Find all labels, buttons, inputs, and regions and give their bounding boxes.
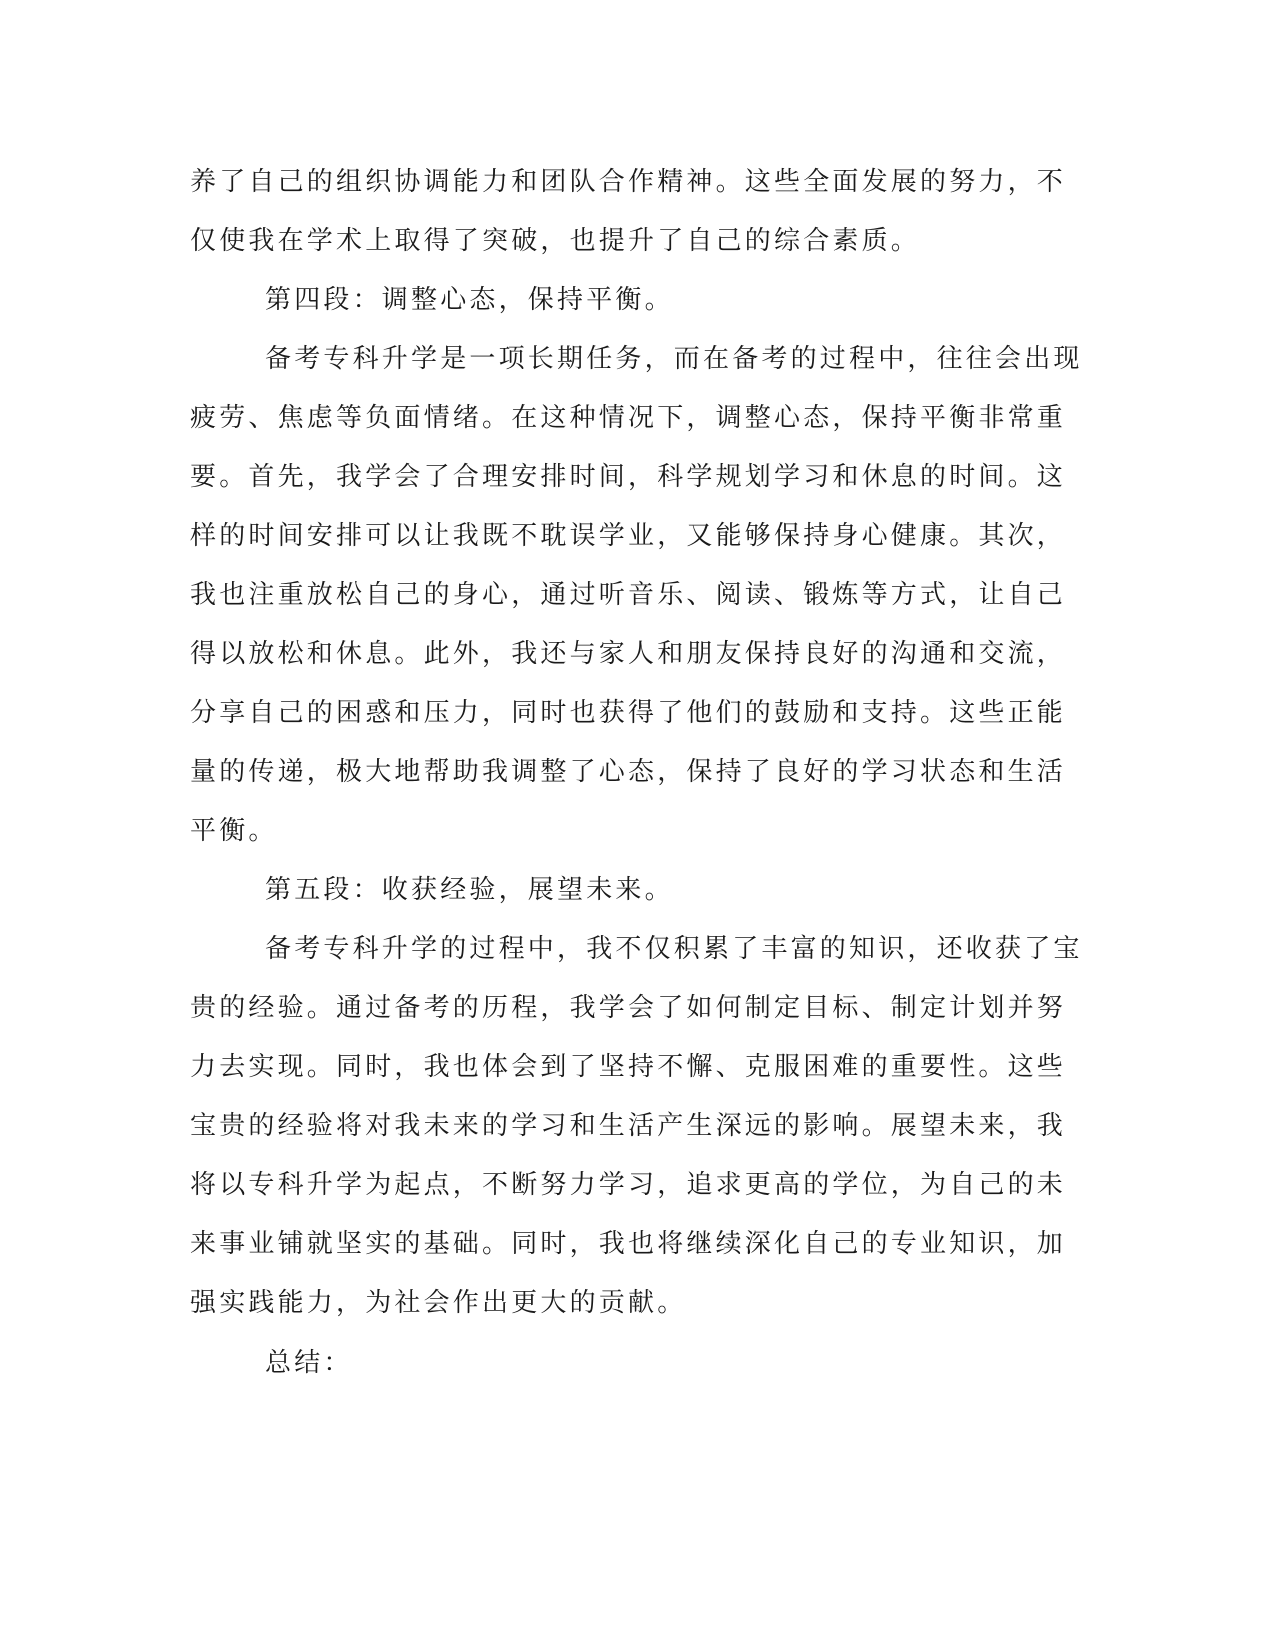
section-heading-5: 第五段：收获经验，展望未来。 [265, 875, 674, 905]
text-line: 养了自己的组织协调能力和团队合作精神。这些全面发展的努力，不 [190, 167, 1067, 197]
text-line: 得以放松和休息。此外，我还与家人和朋友保持良好的沟通和交流， [190, 639, 1067, 669]
text-line: 仅使我在学术上取得了突破，也提升了自己的综合素质。 [190, 226, 921, 256]
text-line: 强实践能力，为社会作出更大的贡献。 [190, 1288, 687, 1318]
text-line: 量的传递，极大地帮助我调整了心态，保持了良好的学习状态和生活 [190, 757, 1067, 787]
text-line: 力去实现。同时，我也体会到了坚持不懈、克服困难的重要性。这些 [190, 1052, 1067, 1082]
text-line: 疲劳、焦虑等负面情绪。在这种情况下，调整心态，保持平衡非常重 [190, 403, 1067, 433]
text-line: 贵的经验。通过备考的历程，我学会了如何制定目标、制定计划并努 [190, 993, 1067, 1023]
text-line: 分享自己的困惑和压力，同时也获得了他们的鼓励和支持。这些正能 [190, 698, 1067, 728]
text-line: 将以专科升学为起点，不断努力学习，追求更高的学位，为自己的未 [190, 1170, 1067, 1200]
text-line: 平衡。 [190, 816, 278, 846]
summary-heading: 总结： [265, 1348, 353, 1378]
section-heading-4: 第四段：调整心态，保持平衡。 [265, 285, 674, 315]
text-line: 宝贵的经验将对我未来的学习和生活产生深远的影响。展望未来，我 [190, 1111, 1067, 1141]
text-line: 样的时间安排可以让我既不耽误学业，又能够保持身心健康。其次， [190, 521, 1067, 551]
text-line: 备考专科升学的过程中，我不仅积累了丰富的知识，还收获了宝 [265, 934, 1083, 964]
text-line: 我也注重放松自己的身心，通过听音乐、阅读、锻炼等方式，让自己 [190, 580, 1067, 610]
text-line: 要。首先，我学会了合理安排时间，科学规划学习和休息的时间。这 [190, 462, 1067, 492]
text-line: 备考专科升学是一项长期任务，而在备考的过程中，往往会出现 [265, 344, 1083, 374]
text-line: 来事业铺就坚实的基础。同时，我也将继续深化自己的专业知识，加 [190, 1229, 1067, 1259]
